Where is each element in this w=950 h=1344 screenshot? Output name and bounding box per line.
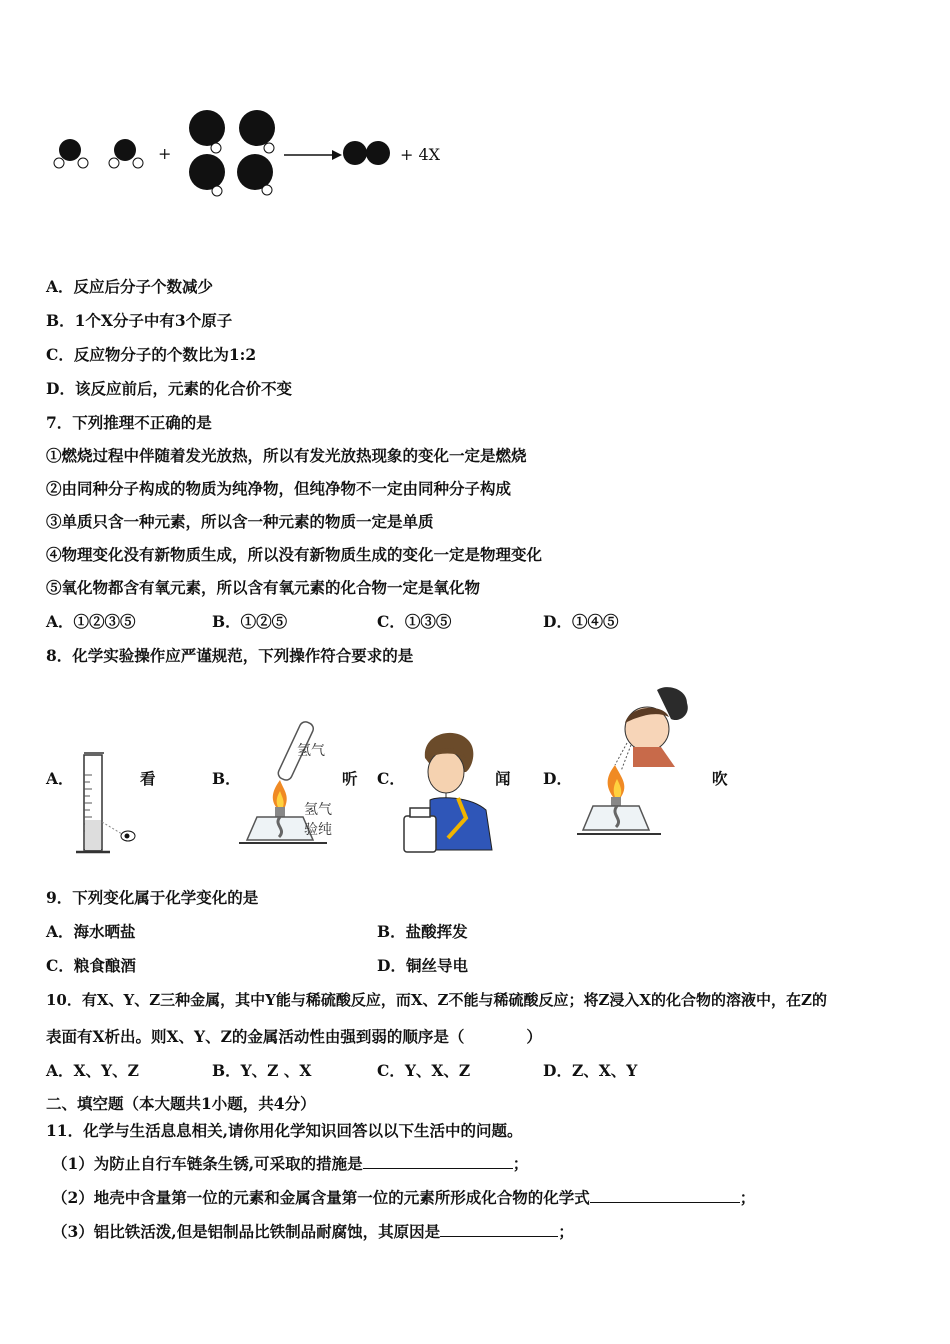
q11-part-1-text: （1）为防止自行车链条生锈,可采取的措施是	[52, 1154, 363, 1173]
q10-option-a: A．X、Y、Z	[46, 1061, 139, 1080]
q7-option-b: B．①②⑤	[212, 612, 288, 631]
q8-option-b-word: 听	[342, 769, 358, 788]
q11-part-3	[52, 1222, 574, 1242]
plus-sign-1: +	[158, 144, 172, 163]
reactant-molecules-2	[185, 108, 285, 198]
q6-option-d: D．该反应前后，元素的化合价不变	[46, 379, 292, 398]
q8-option-c-word: 闻	[495, 769, 511, 788]
q6-option-c: C．反应物分子的个数比为1:2	[46, 345, 257, 364]
q11-stem: 11．化学与生活息息相关,请你用化学知识回答以以下生活中的问题。	[46, 1121, 523, 1140]
q10-option-b: B．Y、Z 、X	[212, 1061, 312, 1080]
q9-option-a: A．海水晒盐	[46, 922, 136, 941]
q9-stem: 9．下列变化属于化学变化的是	[46, 888, 259, 907]
q8-option-d-word: 吹	[712, 769, 728, 788]
q8-b-flame-label: 氢气 验纯	[304, 802, 332, 838]
q9-option-c: C．粮食酿酒	[46, 956, 136, 975]
reaction-arrow	[284, 145, 344, 165]
q8-b-tube-label: 氢气	[297, 743, 325, 759]
reactant-molecules-1	[50, 130, 200, 190]
q7-statement-4: ④物理变化没有新物质生成，所以没有新物质生成的变化一定是物理变化	[46, 545, 543, 564]
q8-option-d-letter: D．	[543, 769, 572, 788]
q9-option-b: B．盐酸挥发	[377, 922, 468, 941]
q7-option-c: C．①③⑤	[377, 612, 452, 631]
q8-option-a-letter: A．	[46, 769, 74, 788]
blowing-out-lamp-image	[575, 685, 705, 855]
q10-option-d: D．Z、X、Y	[543, 1061, 638, 1080]
q6-option-b: B．1个X分子中有3个原子	[46, 311, 233, 330]
q11-part-1-end: ；	[512, 1154, 529, 1173]
q10-option-c: C．Y、X、Z	[377, 1061, 471, 1080]
q7-statement-1: ①燃烧过程中伴随着发光放热，所以有发光放热现象的变化一定是燃烧	[46, 446, 527, 465]
q11-part-1	[52, 1154, 528, 1174]
q7-option-d: D．①④⑤	[543, 612, 619, 631]
q9-option-d: D．铜丝导电	[377, 956, 468, 975]
q11-part-3-text: （3）铝比铁活泼,但是铝制品比铁制品耐腐蚀，其原因是	[52, 1222, 441, 1241]
q7-stem: 7．下列推理不正确的是	[46, 413, 212, 432]
product-molecule	[342, 136, 402, 176]
q11-part-2	[52, 1188, 755, 1208]
q10-stem-line1: 10．有X、Y、Z三种金属，其中Y能与稀硫酸反应，而X、Z不能与稀硫酸反应；将Z浸入X的化合物的溶液中，在Z的	[46, 991, 828, 1009]
q7-statement-3: ③单质只含一种元素，所以含一种元素的物质一定是单质	[46, 512, 434, 531]
q7-statement-5: ⑤氧化物都含有氧元素，所以含有氧元素的化合物一定是氧化物	[46, 578, 481, 597]
smelling-boy-image	[400, 728, 500, 858]
q7-statement-2: ②由同种分子构成的物质为纯净物，但纯净物不一定由同种分子构成	[46, 479, 512, 498]
q10-stem-line2: 表面有X析出。则X、Y、Z的金属活动性由强到弱的顺序是（ ）	[46, 1027, 542, 1046]
q11-part-2-text: （2）地壳中含量第一位的元素和金属含量第一位的元素所形成化合物的化学式	[52, 1188, 590, 1207]
q8-option-c-letter: C．	[377, 769, 405, 788]
q11-part-1-blank[interactable]	[363, 1154, 513, 1169]
q11-part-2-end: ；	[739, 1188, 756, 1207]
product-x-label: + 4X	[400, 145, 441, 164]
q11-part-2-blank[interactable]	[590, 1188, 740, 1203]
graduated-cylinder-image	[70, 750, 150, 860]
q11-part-3-end: ；	[558, 1222, 574, 1241]
q8-option-a-word: 看	[140, 769, 156, 788]
q8-option-b-letter: B．	[212, 769, 241, 788]
q6-option-a: A．反应后分子个数减少	[46, 277, 214, 296]
q8-stem: 8．化学实验操作应严谨规范，下列操作符合要求的是	[46, 646, 414, 665]
q11-part-3-blank[interactable]	[440, 1222, 558, 1237]
q7-option-a: A．①②③⑤	[46, 612, 136, 631]
section-2-heading: 二、填空题（本大题共1小题，共4分）	[46, 1094, 316, 1113]
